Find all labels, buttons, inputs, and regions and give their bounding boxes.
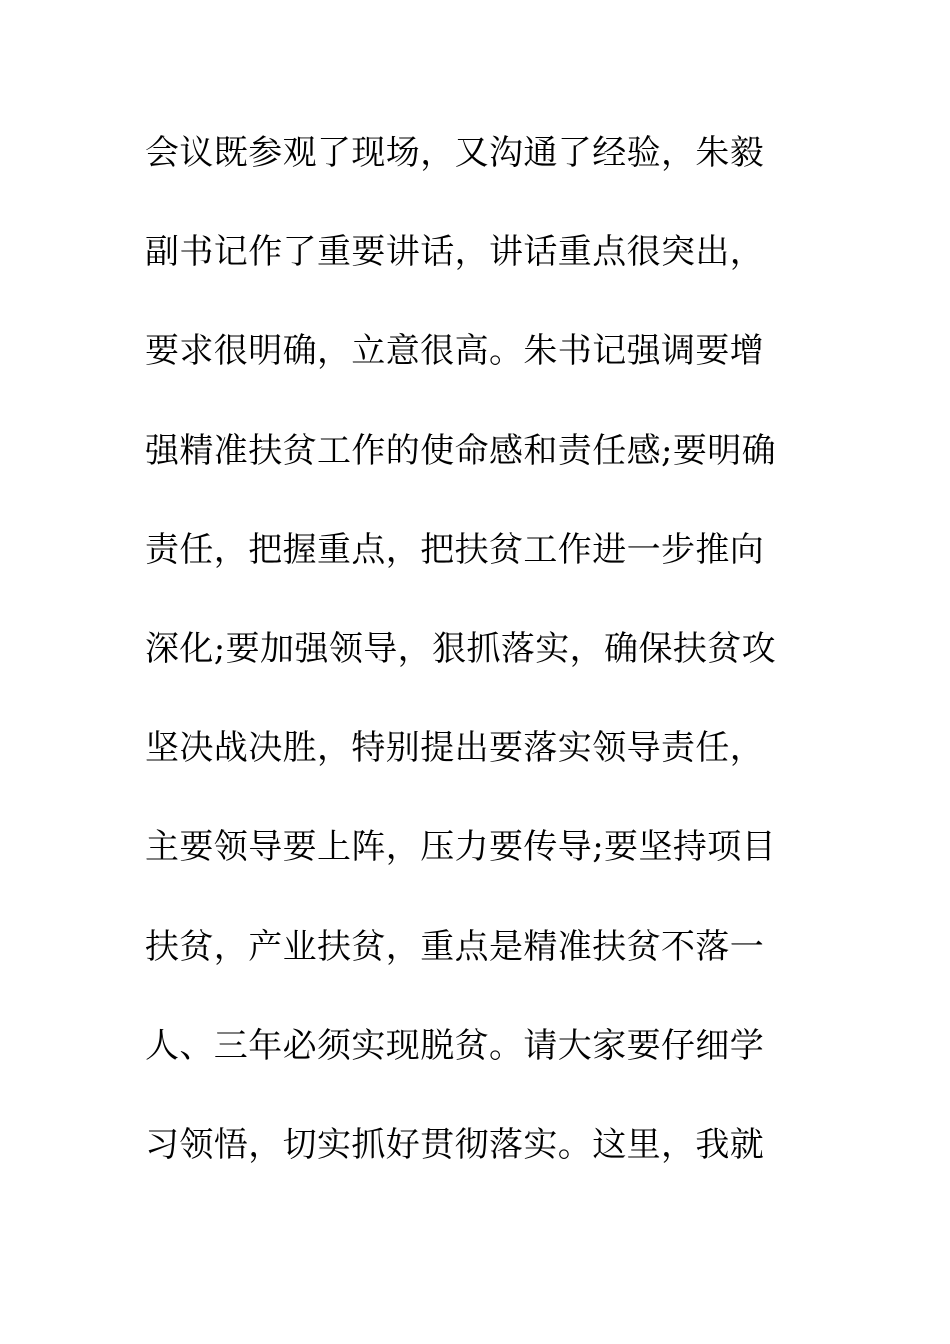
- text-line: 主要领导要上阵，压力要传导;要坚持项目: [145, 827, 777, 868]
- text-line: 人、三年必须实现脱贫。请大家要仔细学: [145, 1025, 765, 1066]
- text-line: 强精准扶贫工作的使命感和责任感;要明确: [145, 430, 777, 471]
- text-line: 扶贫，产业扶贫，重点是精准扶贫不落一: [145, 926, 765, 967]
- text-line: 坚决战决胜，特别提出要落实领导责任，: [145, 728, 765, 769]
- text-line: 习领悟，切实抓好贯彻落实。这里，我就: [145, 1124, 765, 1165]
- text-line: 深化;要加强领导，狠抓落实，确保扶贫攻: [145, 628, 777, 669]
- body-text: [145, 126, 845, 1217]
- text-line: 会议既参观了现场，又沟通了经验，朱毅: [145, 133, 765, 173]
- text-line: 副书记作了重要讲话，讲话重点很突出，: [145, 232, 765, 273]
- text-line: 责任，把握重点，把扶贫工作进一步推向: [145, 529, 765, 570]
- text-line: 要求很明确，立意很高。朱书记强调要增: [145, 331, 765, 372]
